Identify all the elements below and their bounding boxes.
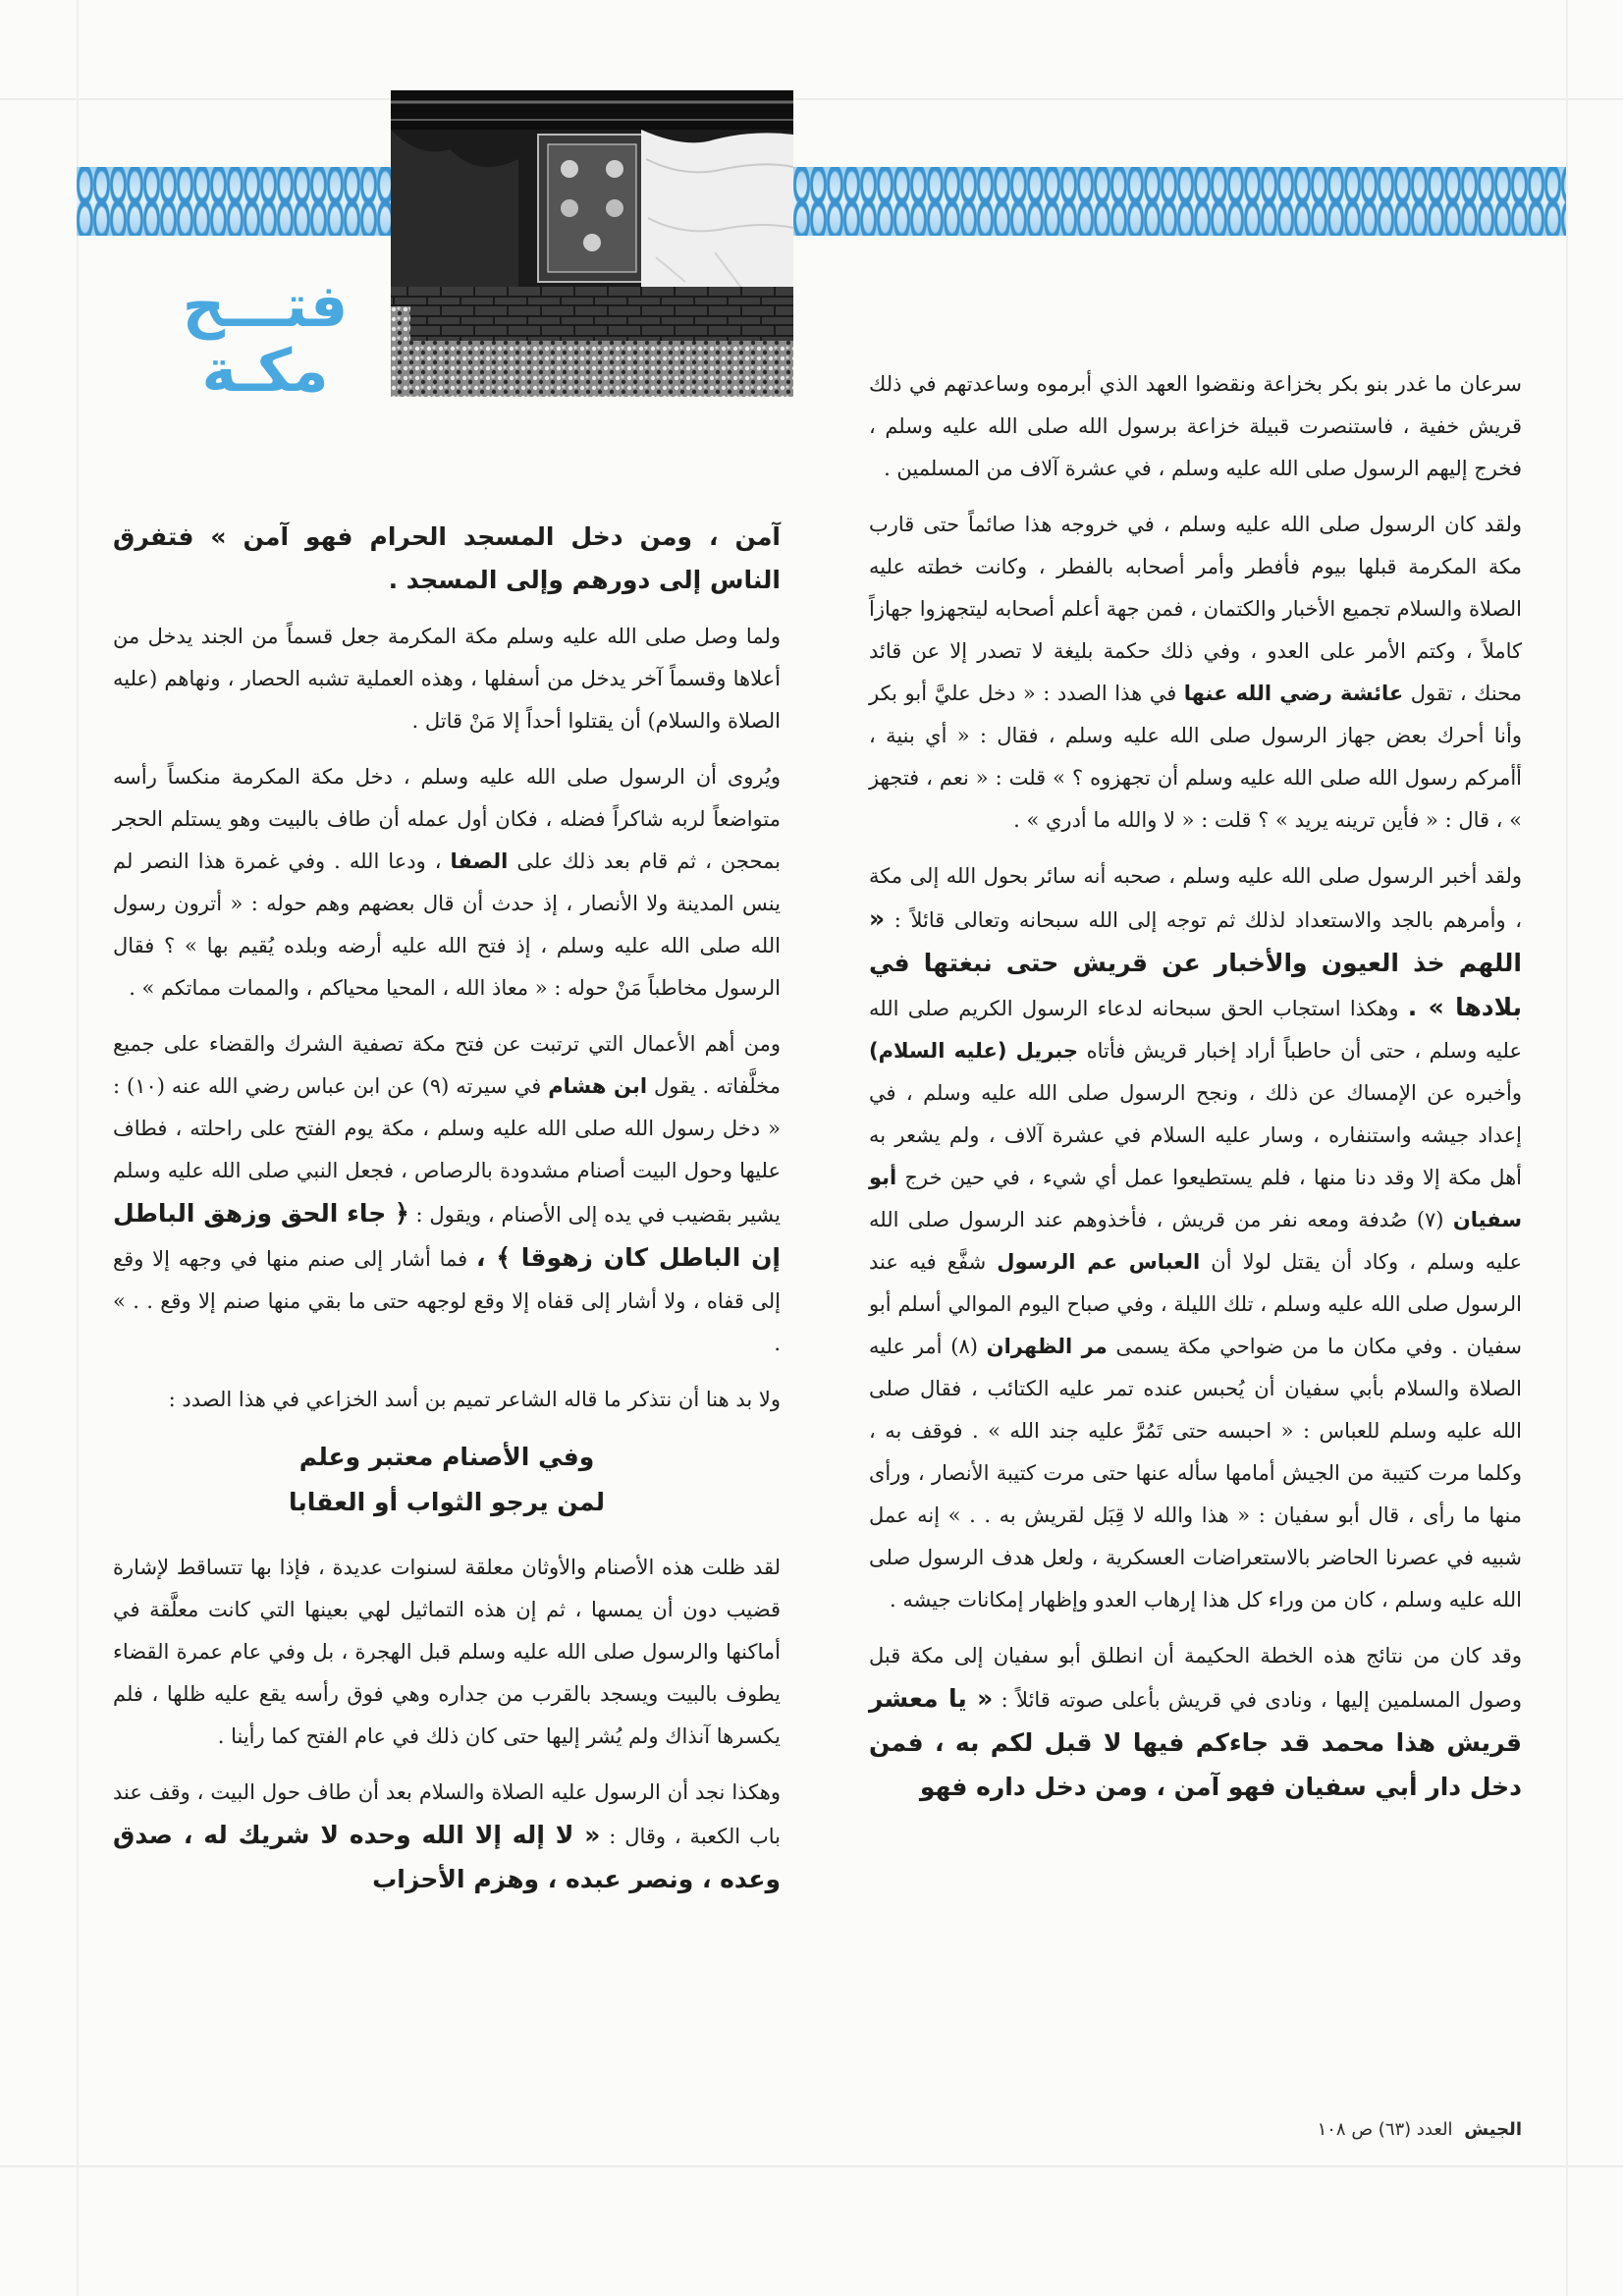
bold-phrase: أبو سفيان [869, 1166, 1522, 1231]
bold-phrase: الصفا [450, 849, 509, 873]
top-rule [0, 98, 1623, 100]
lead-paragraph: آمن ، ومن دخل المسجد الحرام فهو آمن » فتفرق الناس إلى دورهم وإلى المسجد . [113, 522, 781, 594]
right-column [869, 363, 1522, 1824]
title-line-1: فتـــح [182, 272, 349, 341]
left-column [113, 516, 781, 1916]
kaaba-photo [391, 90, 793, 397]
paragraph: ولما وصل صلى الله عليه وسلم مكة المكرمة جعل قسماً من الجند يدخل من أعلاها وقسماً آخر يدخل من أسفلها ، وهذه العملية تشبه الحصار ، ونهاهم (عليه الصلاة والسلام) أن يقتلوا أحداً إلا مَنْ قاتل . [113, 625, 781, 733]
paragraph: وقد كان من نتائج هذه الخطة الحكيمة أن انطلق أبو سفيان إلى مكة قبل وصول المسلمين إليها ، ونادى في قريش بأعلى صوته قائلاً : « يا معشر قريش هذا محمد قد جاءكم فيها لا قبل لكم به ، فمن دخل دار أبي سفيان فهو آمن ، ومن دخل داره فهو [869, 1644, 1522, 1801]
paragraph: ومن أهم الأعمال التي ترتبت عن فتح مكة تصفية الشرك والقضاء على جميع مخلَّفاته . يقول ابن هشام في سيرته (٩) عن ابن عباس رضي الله عنه (١٠) : « دخل رسول الله صلى الله عليه وسلم ، مكة يوم الفتح على راحلته ، فطاف عليها وحول البيت أصنام مشدودة بالرصاص ، فجعل النبي صلى الله عليه وسلم يشير بقضيب في يده إلى الأصنام ، ويقول : ﴿ جاء الحق وزهق الباطل إن الباطل كان زهوقا ﴾ ، فما أشار إلى صنم منها في وجهه إلا وقع إلى قفاه ، ولا أشار إلى قفاه إلا وقع لوجهه حتى ما بقي منها صنم إلا وقع . . » . [113, 1032, 781, 1355]
bold-phrase: ﴿ جاء الحق وزهق الباطل إن الباطل كان زهوقا ﴾ ، [113, 1199, 781, 1272]
bold-phrase: العباس عم الرسول [997, 1250, 1201, 1274]
left-rule [77, 0, 79, 2296]
poem [113, 1435, 781, 1525]
bold-phrase: مر الظهران [986, 1335, 1108, 1358]
bold-phrase: ابن هشام [548, 1074, 648, 1098]
poem-line: وفي الأصنام معتبر وعلم [298, 1443, 595, 1471]
paragraph: ويُروى أن الرسول صلى الله عليه وسلم ، دخل مكة المكرمة منكساً رأسه متواضعاً لربه شاكراً فضله ، فكان أول عمله أن طاف بالبيت وهو يستلم الحجر بمحجن ، ثم قام بعد ذلك على الصفا ، ودعا الله . وفي غمرة هذا النصر لم ينس المدينة ولا الأنصار ، إذ حدث أن قال بعضهم وهم حوله : « أترون رسول الله صلى الله عليه وسلم ، إذ فتح الله عليه أرضه وبلده يُقيم بها » ؟ فقال الرسول مخاطباً مَنْ حوله : « معاذ الله ، المحيا محياكم ، والممات مماتكم » . [113, 765, 782, 1000]
issue-page: العدد (٦٣) ص ١٠٨ [1317, 2119, 1453, 2140]
poem-line: لمن يرجو الثواب أو العقابا [289, 1488, 605, 1516]
paragraph: وهكذا نجد أن الرسول عليه الصلاة والسلام بعد أن طاف حول البيت ، وقف عند باب الكعبة ، وقال : « لا إله إلا الله وحده لا شريك له ، صدق وعده ، ونصر عبده ، وهزم الأحزاب [113, 1780, 781, 1893]
title-line-2: مكـة [201, 337, 329, 406]
article-title [157, 272, 373, 406]
paragraph: لقد ظلت هذه الأصنام والأوثان معلقة لسنوات عديدة ، فإذا بها تتساقط لإشارة قضيب دون أن يمسها ، ثم إن هذه التماثيل لهي بعينها التي كانت معلَّقة في أماكنها والرسول صلى الله عليه وسلم قبل الهجرة ، بل وفي عام عمرة القضاء يطوف بالبيت ويسجد بالقرب من جداره وهي فوق رأسه يقع عليه ظلها ، فلم يكسرها آنذاك ولم يُشر إليها حتى كان ذلك في عام الفتح كما رأينا . [113, 1556, 781, 1748]
page-footer [1257, 2119, 1522, 2140]
magazine-name: الجيش [1464, 2119, 1522, 2140]
bold-phrase: جبريل (عليه السلام) [869, 1039, 1079, 1063]
right-rule [1566, 0, 1568, 2296]
decorative-band-right [793, 167, 1566, 236]
bold-phrase: « اللهم خذ العيون والأخبار عن قريش حتى نبغتها في بلادها » . [869, 904, 1523, 1021]
decorative-band-left [77, 167, 391, 236]
paragraph: سرعان ما غدر بنو بكر بخزاعة ونقضوا العهد الذي أبرموه وساعدتهم في ذلك قريش خفية ، فاستنصرت قبيلة خزاعة برسول الله صلى الله عليه وسلم ، فخرج إليهم الرسول صلى الله عليه وسلم ، في عشرة آلاف من المسلمين . [869, 372, 1522, 480]
paragraph: ولا بد هنا أن نتذكر ما قاله الشاعر تميم بن أسد الخزاعي في هذا الصدد : [168, 1388, 781, 1411]
paragraph: ولقد كان الرسول صلى الله عليه وسلم ، في خروجه هذا صائماً حتى قارب مكة المكرمة قبلها بيوم فأفطر وأمر أصحابه بالفطر ، وكانت خطته عليه الصلاة والسلام تجميع الأخبار والكتمان ، فمن جهة أعلم أصحابه ليتجهزوا جهازاً كاملاً ، وكتم الأمر على العدو ، وفي ذلك حكمة بليغة لا تصدر إلا عن قائد محنك ، تقول عائشة رضي الله عنها في هذا الصدد : « دخل عليَّ أبو بكر وأنا أحرك بعض جهاز الرسول صلى الله عليه وسلم ، فقال : « أي بنية ، أأمركم رسول الله صلى الله عليه وسلم أن تجهزوه ؟ » قلت : « نعم ، فتجهز » ، قال : « فأين ترينه يريد » ؟ قلت : « لا والله ما أدري » . [869, 513, 1523, 832]
bold-phrase: « يا معشر قريش هذا محمد قد جاءكم فيها لا قبل لكم به ، فمن دخل دار أبي سفيان فهو آمن ، ومن دخل داره فهو [869, 1684, 1522, 1801]
bold-phrase: « لا إله إلا الله وحده لا شريك له ، صدق وعده ، ونصر عبده ، وهزم الأحزاب [113, 1821, 781, 1893]
bold-phrase: عائشة رضي الله عنها [1183, 682, 1404, 705]
bottom-rule [0, 2165, 1623, 2167]
paragraph: ولقد أخبر الرسول صلى الله عليه وسلم ، صحبه أنه سائر بحول الله إلى مكة ، وأمرهم بالجد والاستعداد لذلك ثم توجه إلى الله سبحانه وتعالى قائلاً : « اللهم خذ العيون والأخبار عن قريش حتى نبغتها في بلادها » . وهكذا استجاب الحق سبحانه لدعاء الرسول الكريم صلى الله عليه وسلم ، حتى أن حاطباً أراد إخبار قريش فأتاه جبريل (عليه السلام) وأخبره عن الإمساك عن ذلك ، ونجح الرسول صلى الله عليه وسلم ، في إعداد جيشه واستنفاره ، وسار عليه السلام في عشرة آلاف ، ولم يشعر به أهل مكة إلا وقد دنا منها ، فلم يستطيعوا عمل أي شيء ، في حين خرج أبو سفيان (٧) صُدفة ومعه نفر من قريش ، فأخذوهم عند الرسول صلى الله عليه وسلم ، وكاد أن يقتل لولا أن العباس عم الرسول شفَّع فيه عند الرسول صلى الله عليه وسلم ، تلك الليلة ، وفي صباح اليوم الموالي أسلم أبو سفيان . وفي مكان ما من ضواحي مكة يسمى مر الظهران (٨) أمر عليه الصلاة والسلام بأبي سفيان أن يُحبس عنده تمر عليه الكتائب ، فقال صلى الله عليه وسلم للعباس : « احبسه حتى تَمُرَّ عليه جند الله » . فوقف به ، وكلما مرت كتيبة من الجيش أمامها سأله عنها حتى مرت كتيبة الأنصار ، ورأى منها ما رأى ، قال أبو سفيان : « هذا والله لا قِبَل لقريش به . . » إنه عمل شبيه في عصرنا الحاضر بالاستعراضات العسكرية ، ولعل هدف الرسول صلى الله عليه وسلم ، كان من وراء كل هذا إرهاب العدو وإظهار إمكانات جيشه . [869, 864, 1523, 1612]
